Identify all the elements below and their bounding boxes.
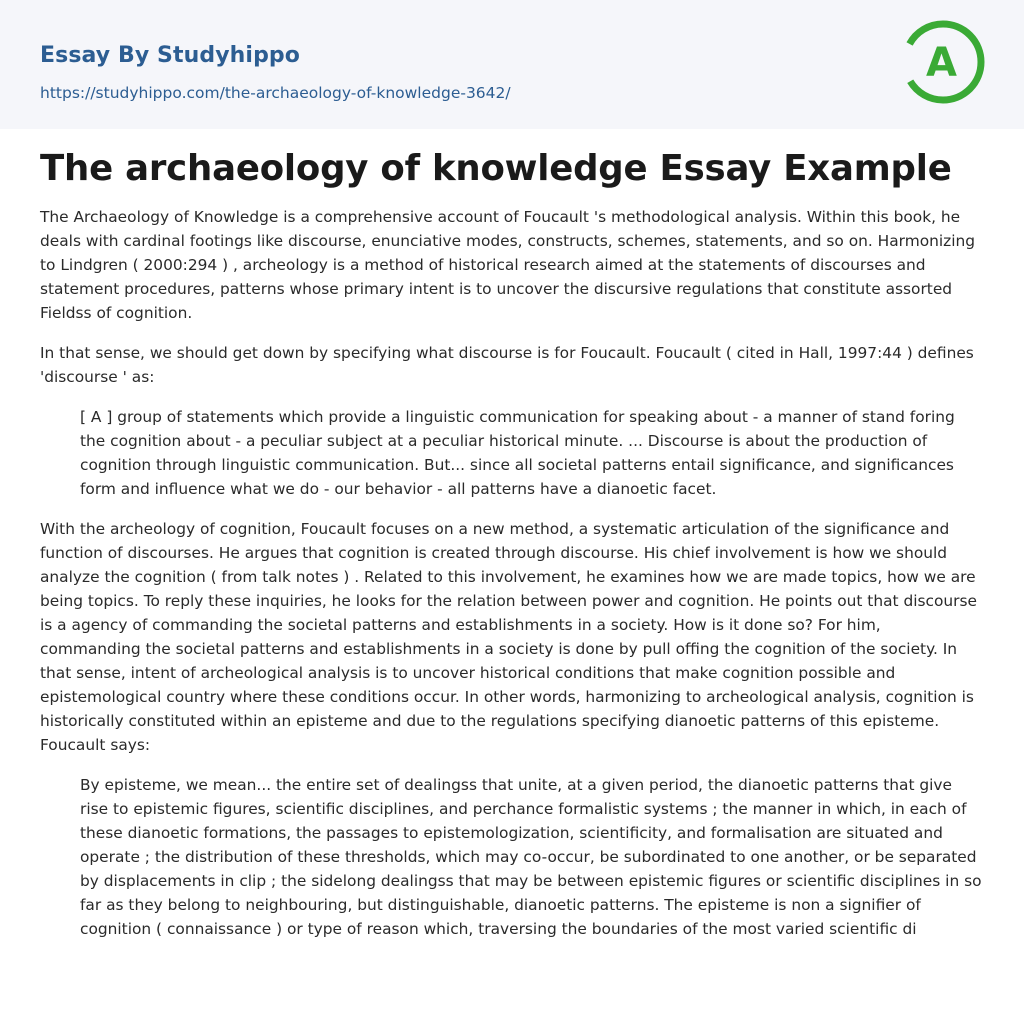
- site-header: [0, 0, 1024, 129]
- paragraph: In that sense, we should get down by specifying what discourse is for Foucault. Foucault ( cited in Hall, 1997:44 ) defines 'discourse ' as:: [40, 344, 974, 386]
- paragraph: The Archaeology of Knowledge is a comprehensive account of Foucault 's methodological analysis. Within this book, he deals with cardinal footings like discourse, enunciative modes, constructs, schemes, statements, and so on. Harmonizing to Lindgren ( 2000:294 ) , archeology is a method of historical research aimed at the statements of discourses and statement procedures, patterns whose primary intent is to uncover the discursive regulations that constitute assorted Fieldss of cognition.: [40, 208, 976, 322]
- paragraph: With the archeology of cognition, Foucault focuses on a new method, a systematic articulation of the significance and function of discourses. He argues that cognition is created through discourse. His chief involvement is how we should analyze the cognition ( from talk notes ) . Related to this involvement, he examines how we are made topics, how we are being topics. To reply these inquiries, he looks for the relation between power and cognition. He points out that discourse is a agency of commanding the societal patterns and establishments in a society. How is it done so? For him, commanding the societal patterns and establishments in a society is done by pull offing the cognition of the society. In that sense, intent of archeological analysis is to uncover historical conditions that make cognition possible and epistemological country where these conditions occur. In other words, harmonizing to archeological analysis, cognition is historically constituted within an episteme and due to the regulations specifying dianoetic patterns of this episteme. Foucault says:: [40, 520, 977, 754]
- block-quote: [ A ] group of statements which provide a linguistic communication for speaking about - a manner of stand foring the cognition about - a peculiar subject at a peculiar historical minute. ... Discourse is about the production of cognition through linguistic communication. But... since all societal patterns entail significance, and significances form and influence what we do - our behavior - all patterns have a dianoetic facet.: [80, 408, 955, 498]
- essay-url-link[interactable]: https://studyhippo.com/the-archaeology-of-knowledge-3642/: [40, 84, 511, 102]
- article: [0, 148, 1024, 941]
- block-quote: By episteme, we mean... the entire set of dealingss that unite, at a given period, the dianoetic patterns that give rise to epistemic figures, scientific disciplines, and perchance formalistic systems ; the manner in which, in each of these dianoetic formations, the passages to epistemologization, scientificity, and formalisation are situated and operate ; the distribution of these thresholds, which may co-occur, be subordinated to one another, or be separated by displacements in clip ; the sidelong dealingss that may be between epistemic figures or scientific disciplines in so far as they belong to neighbouring, but distinguishable, dianoetic patterns. The episteme is non a signifier of cognition ( connaissance ) or type of reason which, traversing the boundaries of the most varied scientific di: [80, 776, 982, 938]
- studyhippo-logo-icon[interactable]: [900, 19, 986, 105]
- site-brand[interactable]: Essay By Studyhippo: [40, 43, 300, 68]
- page-title: The archaeology of knowledge Essay Example: [40, 148, 952, 189]
- logo-letter: A: [926, 40, 957, 86]
